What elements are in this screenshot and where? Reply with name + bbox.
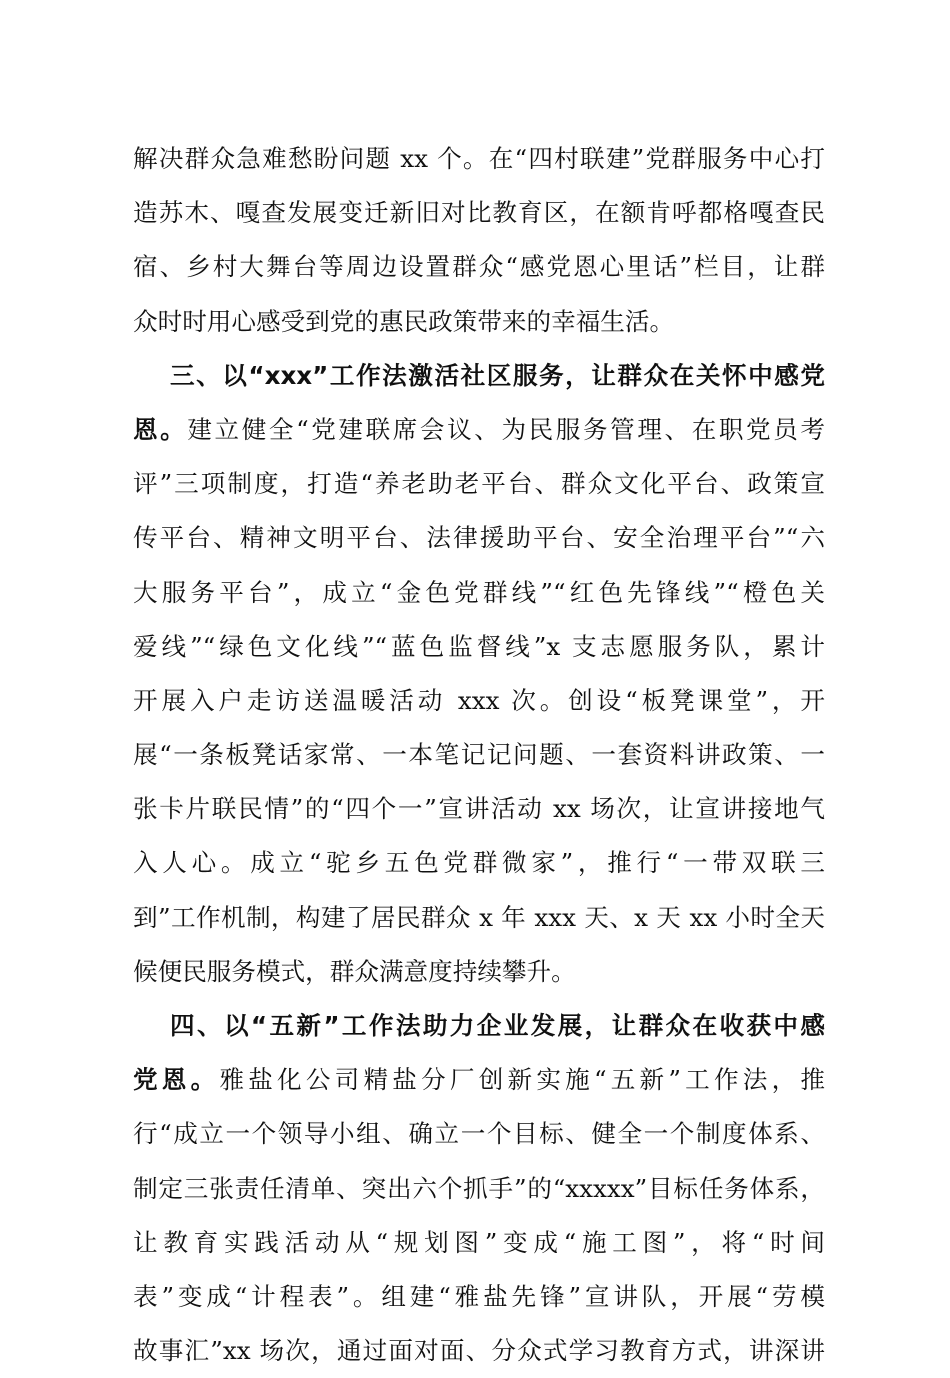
paragraph-line (133, 403, 825, 457)
paragraph-line: 造苏木、嘎查发展变迁新旧对比教育区，在额肯呼都格嘎查民 (133, 198, 825, 228)
section-4-heading-end: 党恩。 (133, 1065, 220, 1095)
paragraph-line: 展“一条板凳话家常、一本笔记记问题、一套资料讲政策、一 (133, 740, 825, 770)
paragraph-line: 候便民服务模式，群众满意度持续攀升。 (133, 956, 576, 986)
document-body (133, 132, 825, 1378)
paragraph-line: 行“成立一个领导小组、确立一个目标、健全一个制度体系、 (133, 1119, 825, 1149)
paragraph-text: 雅盐化公司精盐分厂创新实施“五新”工作法，推 (219, 1065, 825, 1095)
section-3-heading: 三、以“xxx”工作法激活社区服务，让群众在关怀中感党 (170, 360, 825, 390)
paragraph-text: 建立健全“党建联席会议、为民服务管理、在职党员考 (187, 414, 825, 444)
paragraph-line: 故事汇”xx 场次，通过面对面、分众式学习教育方式，讲深讲 (133, 1336, 825, 1366)
section-4-heading: 四、以“五新”工作法助力企业发展，让群众在收获中感 (170, 1011, 825, 1040)
paragraph-line: 爱线”“绿色文化线”“蓝色监督线”x 支志愿服务队，累计 (133, 631, 825, 661)
paragraph-line: 入人心。成立“驼乡五色党群微家”，推行“一带双联三 (133, 848, 825, 878)
paragraph-line: 制定三张责任清单、突出六个抓手”的“xxxxx”目标任务体系， (133, 1173, 825, 1203)
paragraph-line: 让教育实践活动从“规划图”变成“施工图”，将“时间 (133, 1227, 825, 1257)
paragraph-line: 评”三项制度，打造“养老助老平台、群众文化平台、政策宣 (133, 469, 825, 499)
paragraph-line: 张卡片联民情”的“四个一”宣讲活动 xx 场次，让宣讲接地气 (133, 794, 825, 824)
paragraph-line: 众时时用心感受到党的惠民政策带来的幸福生活。 (133, 306, 675, 336)
paragraph-line: 传平台、精神文明平台、法律援助平台、安全治理平台”“六 (133, 523, 825, 553)
paragraph-line: 宿、乡村大舞台等周边设置群众“感党恩心里话”栏目，让群 (133, 252, 825, 282)
paragraph-line: 大服务平台”，成立“金色党群线”“红色先锋线”“橙色关 (133, 577, 825, 607)
paragraph-line: 解决群众急难愁盼问题 xx 个。在“四村联建”党群服务中心打 (133, 144, 825, 173)
paragraph-line: 开展入户走访送温暖活动 xxx 次。创设“板凳课堂”，开 (133, 685, 825, 715)
paragraph-line: 到”工作机制，构建了居民群众 x 年 xxx 天、x 天 xx 小时全天 (133, 902, 825, 932)
section-3-heading-end: 恩。 (133, 414, 188, 444)
paragraph-line: 表”变成“计程表”。组建“雅盐先锋”宣讲队，开展“劳模 (133, 1281, 825, 1311)
paragraph-line (133, 1053, 825, 1107)
